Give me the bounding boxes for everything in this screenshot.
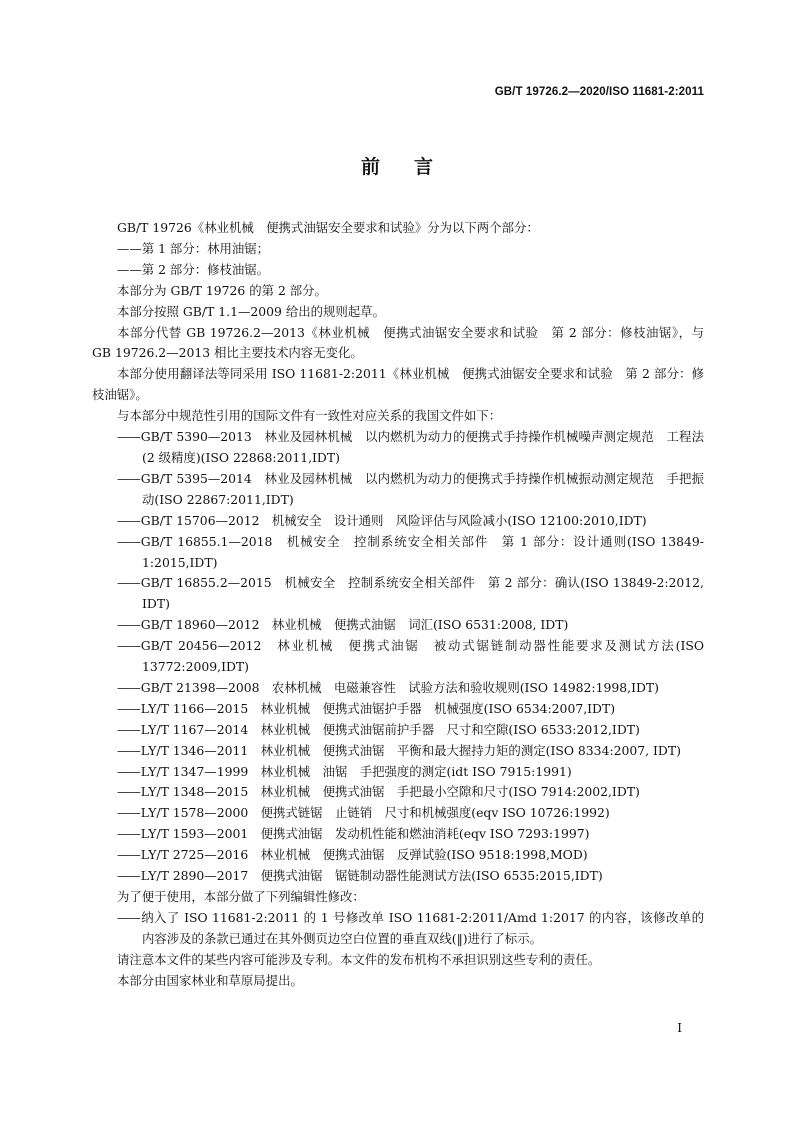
reference-item xyxy=(92,824,704,845)
reference-item xyxy=(92,762,704,783)
reference-text: LY/T 1347—1999 林业机械 油锯 手把强度的测定(idt ISO 7915:1991) xyxy=(140,763,572,779)
part-list-item: ——第 1 部分：林用油锯； xyxy=(117,240,270,256)
reference-item xyxy=(92,573,704,615)
reference-text: LY/T 1593—2001 便携式油锯 发动机性能和燃油消耗(eqv ISO 7293:1997) xyxy=(140,826,590,842)
list-dash: —— xyxy=(117,700,140,716)
list-dash: —— xyxy=(117,679,140,695)
list-dash: —— xyxy=(117,533,140,549)
reference-text: GB/T 5390—2013 林业及园林机械 以内燃机为动力的便携式手持操作机械噪声测定规范 工程法(2 级精度)(ISO 22868:2011,IDT) xyxy=(140,429,704,465)
reference-item xyxy=(92,782,704,803)
reference-text: GB/T 16855.2—2015 机械安全 控制系统安全相关部件 第 2 部分：确认(ISO 13849-2:2012, IDT) xyxy=(140,575,704,612)
list-dash: —— xyxy=(117,847,140,863)
list-dash: —— xyxy=(117,617,140,633)
reference-text: GB/T 18960—2012 林业机械 便携式油锯 词汇(ISO 6531:2008, IDT) xyxy=(140,617,569,633)
reference-text: GB/T 21398—2008 农林机械 电磁兼容性 试验方法和验收规则(ISO 14982:1998,IDT) xyxy=(140,679,660,695)
page-title: 前言 xyxy=(360,156,467,178)
reference-text: LY/T 1578—2000 便携式链锯 止链销 尺寸和机械强度(eqv ISO 10726:1992) xyxy=(140,805,610,821)
list-dash: —— xyxy=(117,429,140,445)
intro-paragraph: GB/T 19726《林业机械 便携式油锯安全要求和试验》分为以下两个部分： xyxy=(117,220,539,235)
reference-item xyxy=(92,469,704,511)
list-dash: —— xyxy=(117,721,140,737)
list-dash: —— xyxy=(117,909,140,925)
adoption-statement: 本部分使用翻译法等同采用 ISO 11681-2:2011《林业机械 便携式油锯安全要求和试验 第 2 部分：修枝油锯》。 xyxy=(92,366,704,403)
editorial-intro: 为了便于使用，本部分做了下列编辑性修改： xyxy=(117,889,365,904)
reference-text: GB/T 15706—2012 机械安全 设计通则 风险评估与风险减小(ISO 12100:2010,IDT) xyxy=(140,512,647,528)
part-statement: 本部分为 GB/T 19726 的第 2 部分。 xyxy=(117,282,327,298)
reference-item xyxy=(92,678,704,699)
page-number: I xyxy=(677,1021,682,1035)
part-list-item: ——第 2 部分：修枝油锯。 xyxy=(117,261,270,277)
list-dash: —— xyxy=(117,805,140,821)
foreword-body xyxy=(92,218,704,992)
reference-text: LY/T 1348—2015 林业机械 便携式油锯 手把最小空隙和尺寸(ISO 7914:2002,IDT) xyxy=(140,784,640,800)
standard-number-header: GB/T 19726.2—2020/ISO 11681-2:2011 xyxy=(494,86,704,98)
reference-text: GB/T 5395—2014 林业及园林机械 以内燃机为动力的便携式手持操作机械振动测定规范 手把振动(ISO 22867:2011,IDT) xyxy=(140,470,704,507)
reference-text: GB/T 20456—2012 林业机械 便携式油锯 被动式锯链制动器性能要求及测试方法(ISO 13772:2009,IDT) xyxy=(140,638,704,675)
list-dash: —— xyxy=(117,742,140,758)
drafting-rule-statement: 本部分按照 GB/T 1.1—2009 给出的规则起草。 xyxy=(117,303,385,319)
patent-notice: 请注意本文件的某些内容可能涉及专利。本文件的发布机构不承担识别这些专利的责任。 xyxy=(117,951,601,967)
reference-item xyxy=(92,741,704,762)
references-intro: 与本部分中规范性引用的国际文件有一致性对应关系的我国文件如下： xyxy=(117,408,502,424)
list-dash: —— xyxy=(117,470,140,486)
list-dash: —— xyxy=(117,512,140,528)
list-dash: —— xyxy=(117,868,140,884)
reference-item xyxy=(92,427,704,469)
list-dash: —— xyxy=(117,784,140,800)
reference-item xyxy=(92,720,704,741)
reference-list xyxy=(92,427,704,887)
reference-text: LY/T 1346—2011 林业机械 便携式油锯 平衡和最大握持力矩的测定(ISO 8334:2007, IDT) xyxy=(140,742,681,758)
editorial-item xyxy=(92,908,704,950)
reference-item xyxy=(92,532,704,574)
proposer-statement: 本部分由国家林业和草原局提出。 xyxy=(117,972,303,988)
list-dash: —— xyxy=(117,575,140,591)
reference-item xyxy=(92,699,704,720)
editorial-item-text: 纳入了 ISO 11681-2:2011 的 1 号修改单 ISO 11681-2:2011/Amd 1:2017 的内容，该修改单的内容涉及的条款已通过在其外侧页边空白位置的垂直双线(‖)进行了标示。 xyxy=(140,909,704,946)
reference-text: LY/T 1166—2015 林业机械 便携式油锯护手器 机械强度(ISO 6534:2007,IDT) xyxy=(140,700,616,716)
list-dash: —— xyxy=(117,763,140,779)
reference-text: LY/T 2725—2016 林业机械 便携式油锯 反弹试验(ISO 9518:1998,MOD) xyxy=(140,847,588,863)
reference-item xyxy=(92,803,704,824)
reference-item xyxy=(92,511,704,532)
reference-item xyxy=(92,615,704,636)
reference-text: LY/T 1167—2014 林业机械 便携式油锯前护手器 尺寸和空隙(ISO 6533:2012,IDT) xyxy=(140,721,640,737)
reference-item xyxy=(92,845,704,866)
reference-text: GB/T 16855.1—2018 机械安全 控制系统安全相关部件 第 1 部分：设计通则(ISO 13849-1:2015,IDT) xyxy=(140,533,704,570)
replacement-statement: 本部分代替 GB 19726.2—2013《林业机械 便携式油锯安全要求和试验 第 2 部分：修枝油锯》，与 GB 19726.2—2013 相比主要技术内容无变化。 xyxy=(92,324,704,361)
list-dash: —— xyxy=(117,826,140,842)
reference-text: LY/T 2890—2017 便携式油锯 锯链制动器性能测试方法(ISO 6535:2015,IDT) xyxy=(140,868,603,884)
reference-item xyxy=(92,636,704,678)
list-dash: —— xyxy=(117,638,140,654)
reference-item xyxy=(92,866,704,887)
